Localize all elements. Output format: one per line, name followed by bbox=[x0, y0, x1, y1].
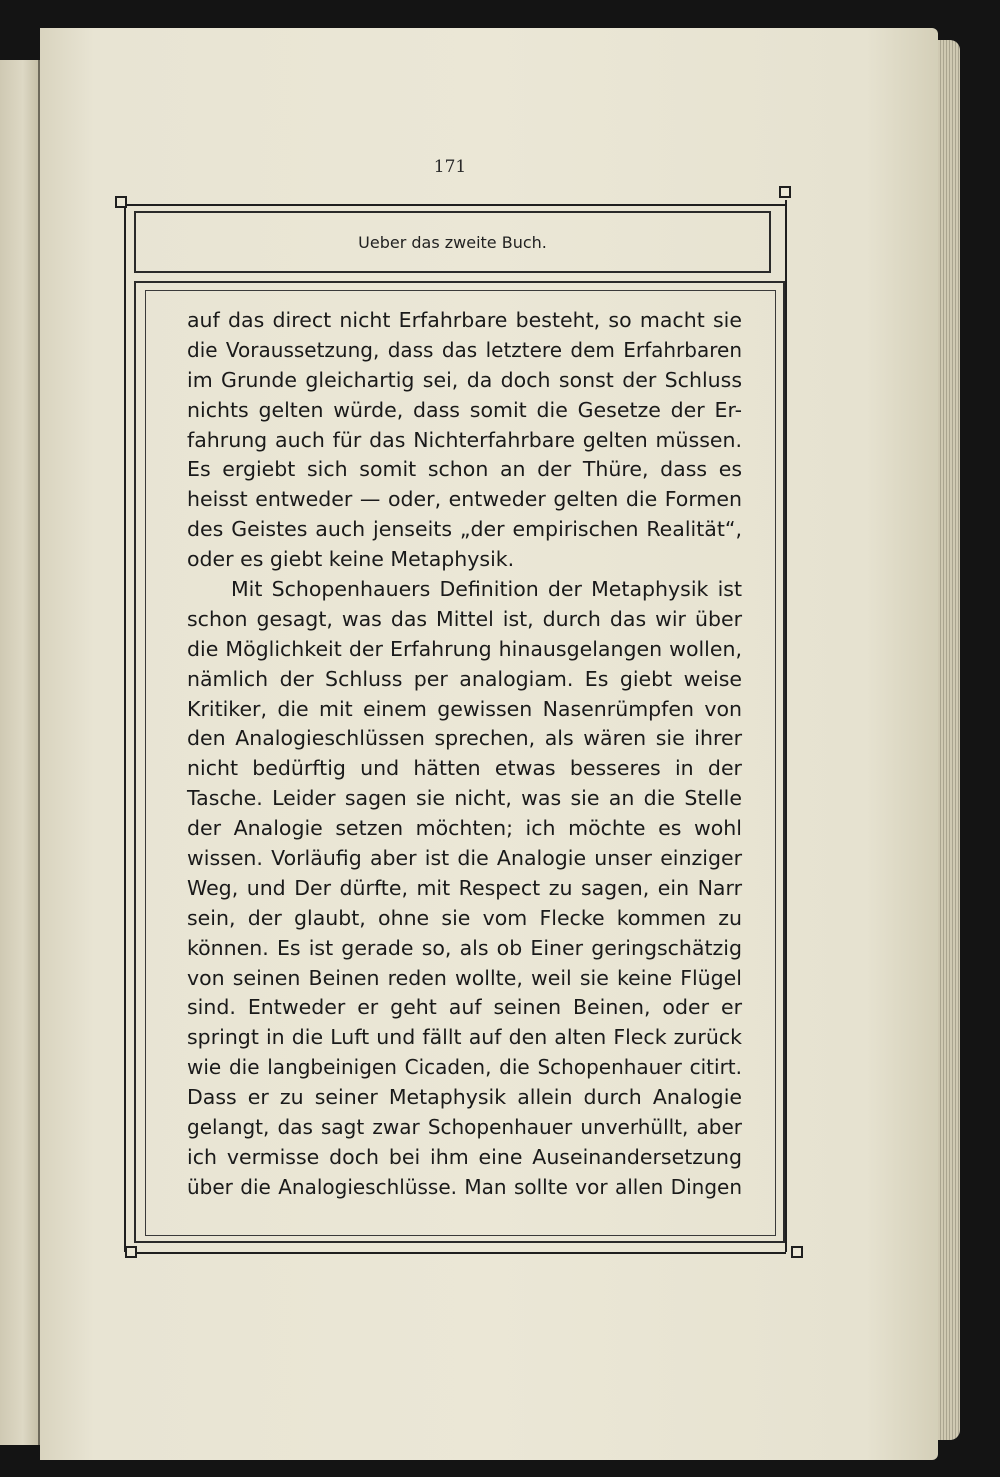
text-line: nicht bedürftig und hätten etwas besseres in der bbox=[187, 756, 742, 781]
left-page-edge bbox=[0, 60, 40, 1445]
body-text bbox=[187, 306, 742, 1203]
text-line: können. Es ist gerade so, als ob Einer geringschätzig bbox=[187, 935, 742, 960]
text-line: die Voraussetzung, dass das letztere dem Erfahrbaren bbox=[187, 337, 742, 362]
text-line: den Analogieschlüssen sprechen, als wären sie ihrer bbox=[187, 726, 742, 751]
running-head: Ueber das zweite Buch. bbox=[358, 233, 547, 252]
text-line: oder es giebt keine Metaphysik. bbox=[187, 547, 515, 572]
frame-left-line bbox=[124, 206, 126, 1252]
text-line: von seinen Beinen reden wollte, weil sie keine Flügel bbox=[187, 965, 742, 990]
text-line: heisst entweder — oder, entweder gelten die Formen bbox=[187, 487, 742, 512]
text-line: ich vermisse doch bei ihm eine Auseinandersetzung bbox=[187, 1144, 742, 1169]
text-line: des Geistes auch jenseits „der empirischen Realität“, bbox=[187, 517, 742, 542]
text-line: springt in die Luft und fällt auf den alten Fleck zurück bbox=[187, 1025, 742, 1050]
text-line: Tasche. Leider sagen sie nicht, was sie an die Stelle bbox=[187, 786, 742, 811]
text-line: Mit Schopenhauers Definition der Metaphysik ist bbox=[231, 577, 742, 602]
text-line: im Grunde gleichartig sei, da doch sonst der Schluss bbox=[187, 367, 742, 392]
text-line: nämlich der Schluss per analogiam. Es giebt weise bbox=[187, 666, 742, 691]
text-line: gelangt, das sagt zwar Schopenhauer unverhüllt, aber bbox=[187, 1115, 742, 1140]
text-line: auf das direct nicht Erfahrbare besteht, so macht sie bbox=[187, 308, 742, 332]
frame-corner-top-right bbox=[779, 186, 791, 198]
running-head-box bbox=[134, 211, 771, 273]
text-line: Kritiker, die mit einem gewissen Nasenrümpfen von bbox=[187, 696, 742, 721]
frame-top-line bbox=[126, 204, 786, 206]
text-line: schon gesagt, was das Mittel ist, durch das wir über bbox=[187, 606, 742, 631]
text-line: Weg, und Der dürfte, mit Respect zu sagen, ein Narr bbox=[187, 875, 742, 900]
text-line: wie die langbeinigen Cicaden, die Schopenhauer citirt. bbox=[187, 1055, 742, 1080]
text-line: über die Analogieschlüsse. Man sollte vor allen Dingen bbox=[187, 1174, 742, 1199]
frame-right-line bbox=[785, 200, 787, 1252]
frame-corner-top-left bbox=[115, 196, 127, 208]
frame-bottom-line bbox=[126, 1252, 786, 1254]
frame-corner-bottom-left bbox=[125, 1246, 137, 1258]
text-line: die Möglichkeit der Erfahrung hinausgelangen wollen, bbox=[187, 636, 742, 661]
frame-corner-bottom-right bbox=[791, 1246, 803, 1258]
text-line: sein, der glaubt, ohne sie vom Flecke kommen zu bbox=[187, 905, 742, 930]
text-line: der Analogie setzen möchten; ich möchte es wohl bbox=[187, 816, 742, 841]
text-line: Dass er zu seiner Metaphysik allein durch Analogie bbox=[187, 1085, 742, 1110]
page-number: 171 bbox=[433, 157, 467, 177]
text-line: sind. Entweder er geht auf seinen Beinen, oder er bbox=[187, 995, 742, 1020]
text-line: wissen. Vorläufig aber ist die Analogie unser einziger bbox=[187, 846, 742, 871]
text-line: fahrung auch für das Nichterfahrbare gelten müssen. bbox=[187, 427, 742, 452]
text-line: Es ergiebt sich somit schon an der Thüre, dass es bbox=[187, 457, 742, 482]
text-line: nichts gelten würde, dass somit die Gesetze der Er- bbox=[187, 397, 742, 422]
